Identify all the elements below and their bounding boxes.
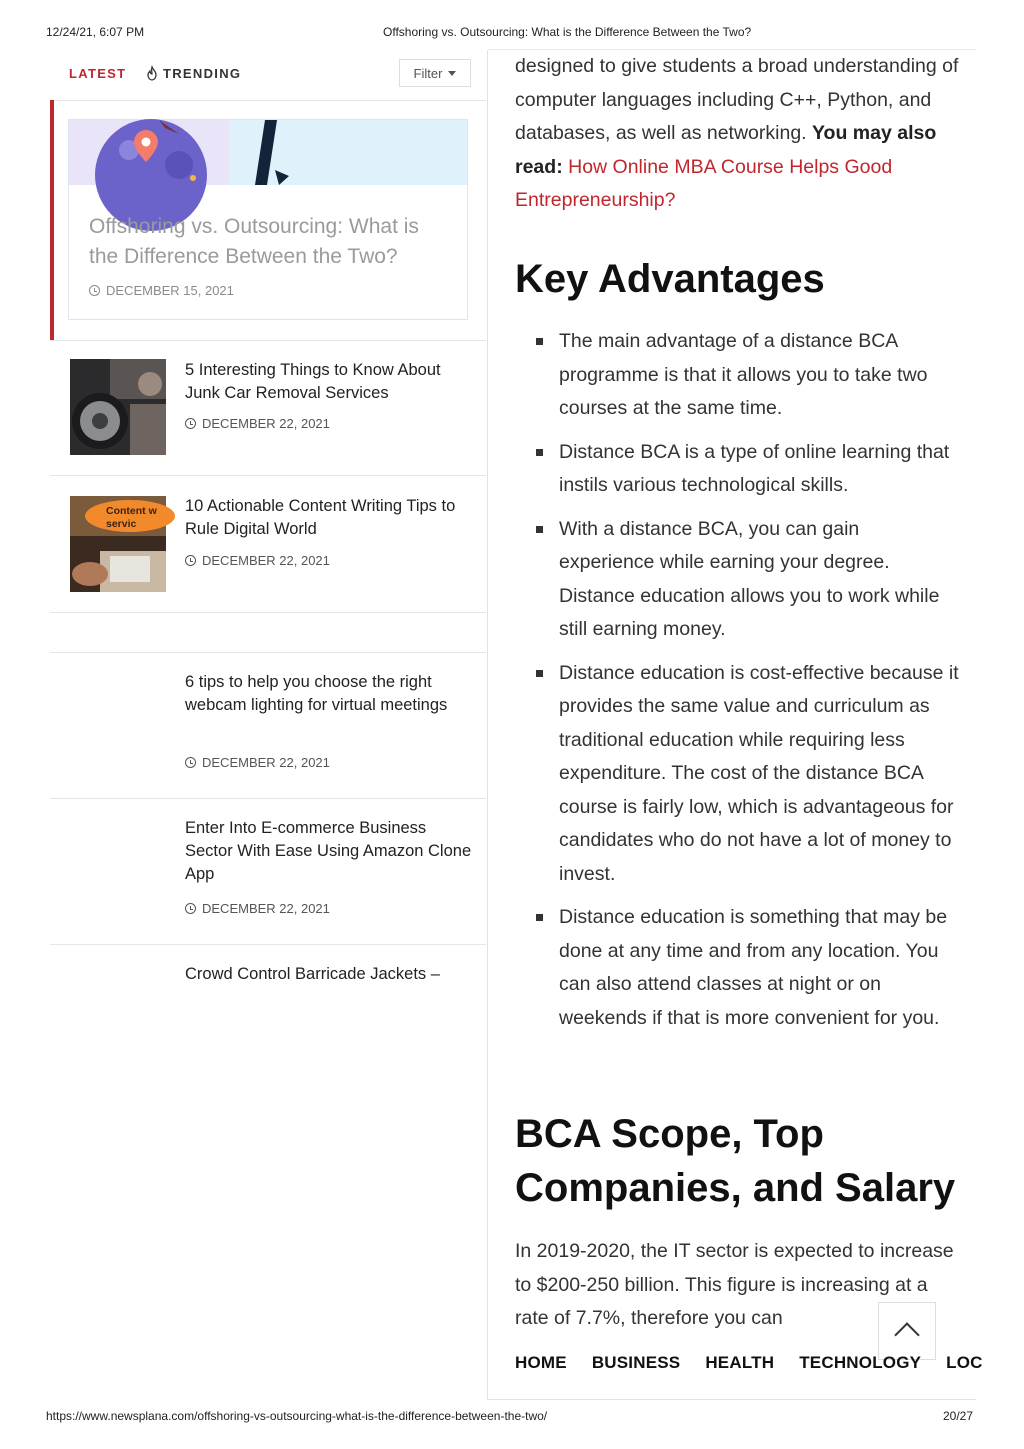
active-accent-bar — [50, 100, 54, 340]
article-intro — [515, 50, 960, 218]
featured-card[interactable] — [68, 119, 468, 320]
print-url: https://www.newsplana.com/offshoring-vs-outsourcing-what-is-the-difference-between-the-two/ — [46, 1409, 548, 1423]
filter-label: Filter — [413, 65, 443, 81]
post-title[interactable]: 6 tips to help you choose the right webcam lighting for virtual meetings — [185, 673, 448, 714]
nav-health[interactable]: HEALTH — [705, 1353, 775, 1372]
post-title[interactable]: 5 Interesting Things to Know About Junk Car Removal Services — [185, 361, 441, 402]
heading-key-advantages: Key Advantages — [515, 257, 825, 301]
column-divider — [487, 50, 488, 1400]
fire-icon — [146, 67, 158, 81]
list-item: The main advantage of a distance BCA programme is that it allows you to take two courses at the same time. — [515, 325, 960, 426]
list-item[interactable] — [50, 944, 486, 1004]
list-item[interactable] — [50, 798, 486, 945]
post-date — [185, 416, 330, 431]
print-datetime: 12/24/21, 6:07 PM — [46, 25, 145, 39]
post-date — [185, 901, 330, 916]
heading-bca-scope: BCA Scope, Top Companies, and Salary — [515, 1112, 956, 1210]
post-date-text: DECEMBER 22, 2021 — [202, 416, 330, 431]
also-read-label: You may also read: — [515, 122, 937, 178]
featured-thumbnail — [69, 120, 467, 185]
post-title[interactable]: Enter Into E-commerce Business Sector With Ease Using Amazon Clone App — [185, 819, 472, 883]
sidebar-tabs-bar — [50, 50, 486, 101]
list-item[interactable] — [50, 340, 486, 476]
thumbnail-caption: Content w servic — [106, 505, 157, 530]
post-date-text: DECEMBER 22, 2021 — [202, 755, 330, 770]
post-thumbnail[interactable] — [70, 359, 166, 455]
featured-date — [89, 283, 234, 298]
nav-business[interactable]: BUSINESS — [591, 1353, 681, 1372]
print-page-number: 20/27 — [943, 1409, 974, 1423]
tab-latest[interactable]: LATEST — [69, 66, 127, 81]
list-item[interactable] — [50, 476, 486, 613]
tab-trending-label: TRENDING — [163, 66, 242, 81]
nav-loc[interactable]: LOC — [946, 1353, 983, 1372]
also-read-link[interactable]: How Online MBA Course Helps Good Entrepreneurship? — [515, 155, 893, 211]
post-date-text: DECEMBER 22, 2021 — [202, 553, 330, 568]
list-item: Distance BCA is a type of online learning that instils various technological skills. — [515, 436, 960, 503]
nav-technology[interactable]: TECHNOLOGY — [799, 1353, 922, 1372]
featured-post[interactable] — [50, 100, 486, 341]
post-thumbnail[interactable] — [70, 496, 166, 592]
post-date — [185, 755, 330, 770]
print-page-title: Offshoring vs. Outsourcing: What is the Difference Between the Two? — [383, 25, 752, 39]
list-separator — [50, 612, 486, 653]
featured-title[interactable]: Offshoring vs. Outsourcing: What is the Difference Between the Two? — [89, 215, 419, 268]
chevron-up-icon — [894, 1322, 919, 1347]
nav-home[interactable]: HOME — [515, 1353, 567, 1372]
tab-trending[interactable] — [146, 66, 241, 81]
advantages-list — [515, 325, 960, 1045]
intro-text: designed to give students a broad understanding of computer languages including C++, Python, and databases, as well as networking. — [515, 55, 959, 144]
post-title[interactable]: 10 Actionable Content Writing Tips to Rule Digital World — [185, 497, 456, 538]
clock-icon — [185, 903, 196, 914]
clock-icon — [185, 555, 196, 566]
scope-paragraph: In 2019-2020, the IT sector is expected to increase to $200-250 billion. This figure is increasing at a rate of 7.7%, therefore you can — [515, 1240, 954, 1329]
clock-icon — [185, 757, 196, 768]
list-item: Distance education is something that may be done at any time and from any location. You can also attend classes at night or on weekends if that is more convenient for you. — [515, 901, 960, 1035]
article-bottom-border — [488, 1399, 976, 1400]
scroll-to-top-button[interactable] — [878, 1302, 936, 1360]
featured-date-text: DECEMBER 15, 2021 — [106, 283, 234, 298]
list-item: Distance education is cost-effective because it provides the same value and curriculum as traditional education while requiring less expenditure. The cost of the distance BCA course is fairly low, which is advantageous for candidates who do not have a lot of money to invest. — [515, 657, 960, 892]
clock-icon — [89, 285, 100, 296]
clock-icon — [185, 418, 196, 429]
list-item: With a distance BCA, you can gain experience while earning your degree. Distance education allows you to work while still earning money. — [515, 513, 960, 647]
post-date-text: DECEMBER 22, 2021 — [202, 901, 330, 916]
list-item[interactable] — [50, 652, 486, 799]
post-date — [185, 553, 330, 568]
post-title[interactable]: Crowd Control Barricade Jackets – — [185, 965, 440, 983]
caret-down-icon — [448, 71, 456, 76]
filter-button[interactable] — [399, 59, 471, 87]
bottom-nav — [515, 1353, 983, 1381]
